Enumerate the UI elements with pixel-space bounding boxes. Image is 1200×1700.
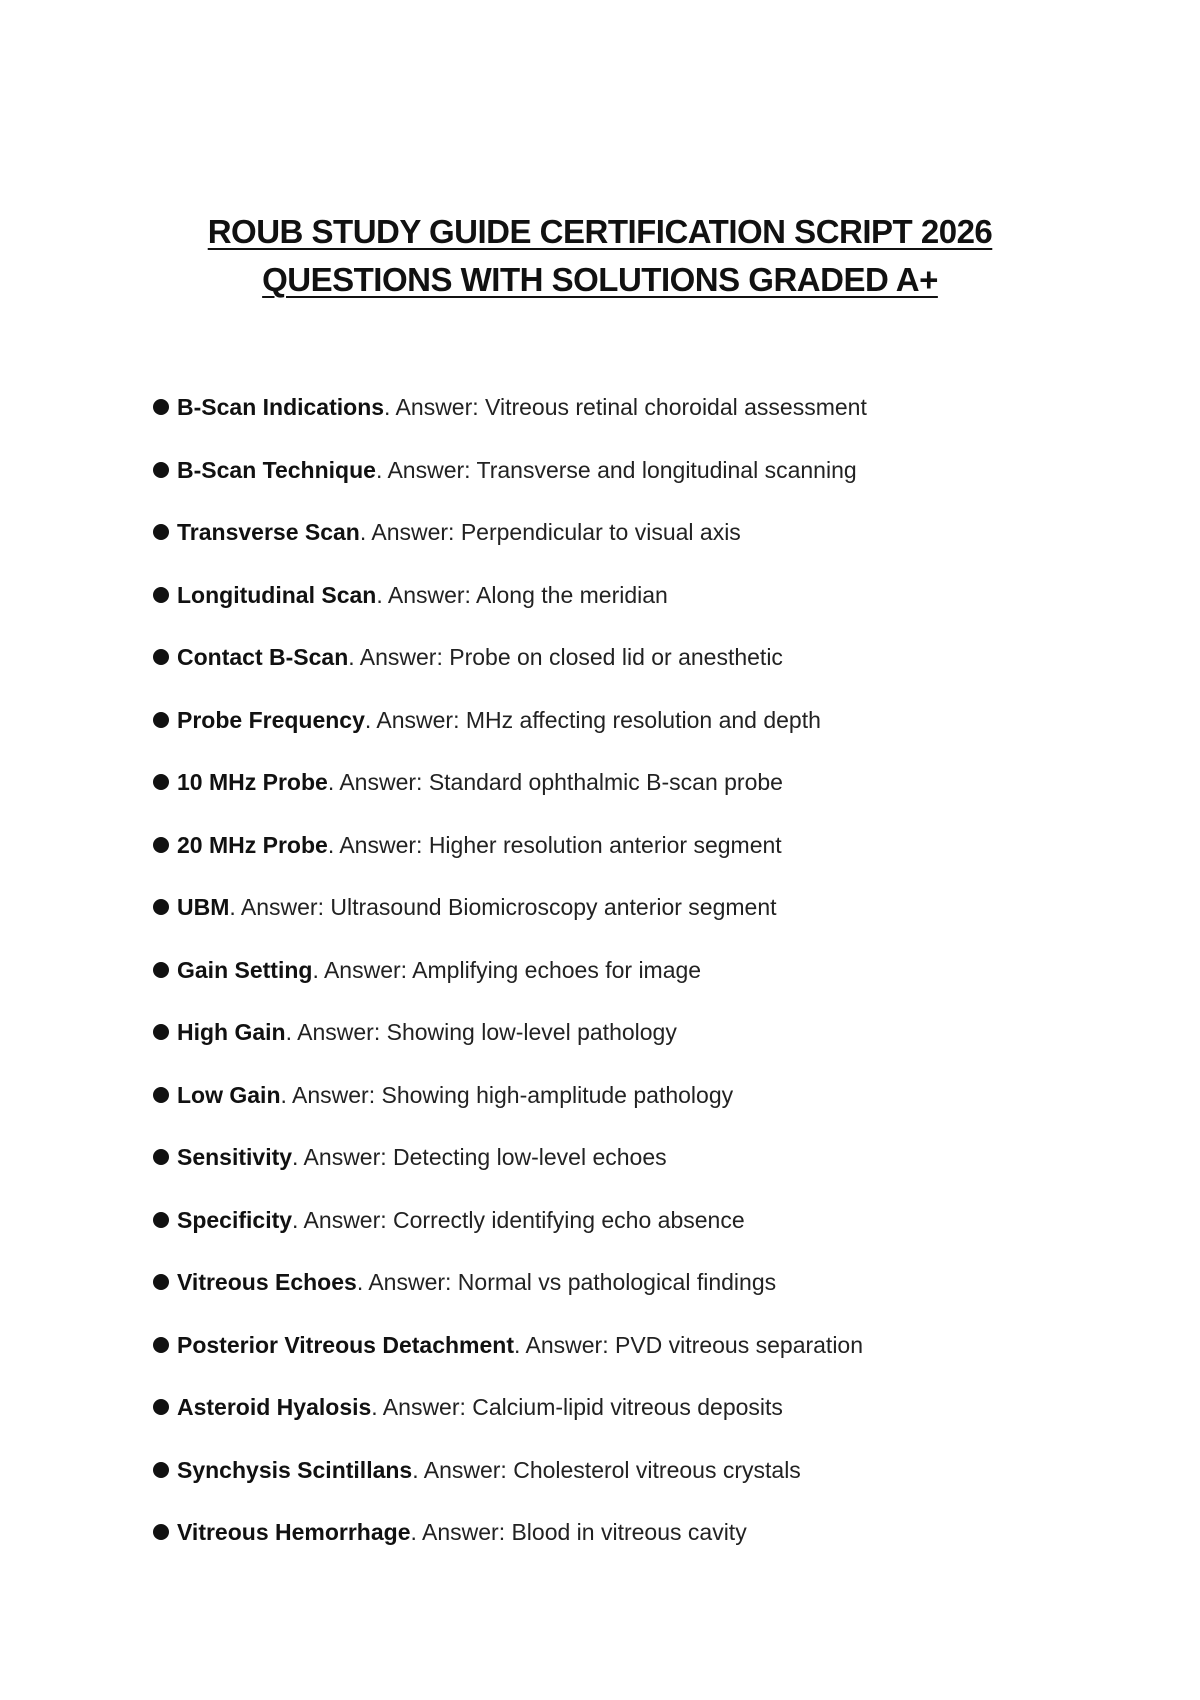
bullet-icon: [153, 1399, 169, 1415]
answer-text: . Answer: Cholesterol vitreous crystals: [412, 1456, 801, 1483]
title-line-1: ROUB STUDY GUIDE CERTIFICATION SCRIPT 2026: [207, 213, 993, 250]
qa-list: [153, 393, 1133, 1581]
answer-text: . Answer: Correctly identifying echo absence: [292, 1206, 745, 1233]
term-label: Low Gain: [177, 1081, 281, 1108]
term-label: 20 MHz Probe: [177, 831, 328, 858]
bullet-icon: [153, 1337, 169, 1353]
list-item: [153, 393, 1133, 456]
list-item: [153, 1456, 1133, 1519]
term-label: Synchysis Scintillans: [177, 1456, 413, 1483]
bullet-icon: [153, 899, 169, 915]
bullet-icon: [153, 524, 169, 540]
list-item: [153, 956, 1133, 1019]
term-label: UBM: [177, 894, 230, 920]
answer-text: . Answer: MHz affecting resolution and depth: [364, 706, 821, 733]
list-item: [153, 706, 1133, 769]
bullet-icon: [153, 712, 169, 728]
term-label: 10 MHz Probe: [177, 769, 328, 795]
answer-text: . Answer: Transverse and longitudinal scanning: [375, 456, 857, 483]
list-item: [153, 893, 1133, 956]
bullet-icon: [153, 587, 169, 603]
answer-text: . Answer: Normal vs pathological findings: [356, 1269, 777, 1295]
answer-text: . Answer: Perpendicular to visual axis: [359, 519, 741, 545]
list-item: [153, 1206, 1133, 1269]
bullet-icon: [153, 1149, 169, 1165]
term-label: Vitreous Hemorrhage: [177, 1519, 411, 1545]
answer-text: . Answer: Calcium-lipid vitreous deposits: [371, 1394, 783, 1420]
bullet-icon: [153, 962, 169, 978]
bullet-icon: [153, 1524, 169, 1540]
list-item: [153, 1268, 1133, 1331]
answer-text: . Answer: Amplifying echoes for image: [312, 956, 702, 983]
answer-text: . Answer: PVD vitreous separation: [514, 1331, 864, 1358]
bullet-icon: [153, 649, 169, 665]
bullet-icon: [153, 837, 169, 853]
term-label: Probe Frequency: [177, 706, 365, 733]
bullet-icon: [153, 462, 169, 478]
term-label: Specificity: [177, 1206, 293, 1233]
bullet-icon: [153, 1212, 169, 1228]
list-item: [153, 643, 1133, 706]
answer-text: . Answer: Showing low-level pathology: [285, 1019, 677, 1045]
term-label: B-Scan Technique: [177, 456, 376, 483]
term-label: High Gain: [177, 1019, 286, 1045]
bullet-icon: [153, 399, 169, 415]
list-item: [153, 1393, 1133, 1456]
list-item: [153, 1081, 1133, 1144]
list-item: [153, 1518, 1133, 1581]
term-label: Transverse Scan: [177, 519, 360, 545]
list-item: [153, 1143, 1133, 1206]
answer-text: . Answer: Along the meridian: [376, 581, 668, 608]
term-label: Gain Setting: [177, 956, 313, 983]
bullet-icon: [153, 1024, 169, 1040]
answer-text: . Answer: Ultrasound Biomicroscopy anterior segment: [229, 894, 777, 920]
answer-text: . Answer: Standard ophthalmic B-scan probe: [327, 769, 783, 795]
answer-text: . Answer: Higher resolution anterior segment: [327, 831, 782, 858]
term-label: Contact B-Scan: [177, 644, 349, 670]
bullet-icon: [153, 1462, 169, 1478]
list-item: [153, 581, 1133, 644]
list-item: [153, 1018, 1133, 1081]
bullet-icon: [153, 774, 169, 790]
list-item: [153, 768, 1133, 831]
list-item: [153, 518, 1133, 581]
list-item: [153, 1331, 1133, 1394]
term-label: Asteroid Hyalosis: [177, 1394, 372, 1420]
term-label: B-Scan Indications: [177, 394, 385, 420]
list-item: [153, 456, 1133, 519]
bullet-icon: [153, 1087, 169, 1103]
document-title: [0, 208, 1200, 304]
answer-text: . Answer: Vitreous retinal choroidal assessment: [384, 394, 867, 420]
answer-text: . Answer: Probe on closed lid or anesthetic: [348, 644, 783, 670]
term-label: Sensitivity: [177, 1144, 293, 1170]
term-label: Longitudinal Scan: [177, 581, 377, 608]
answer-text: . Answer: Detecting low-level echoes: [292, 1144, 667, 1170]
bullet-icon: [153, 1274, 169, 1290]
list-item: [153, 831, 1133, 894]
term-label: Posterior Vitreous Detachment: [177, 1331, 515, 1358]
answer-text: . Answer: Blood in vitreous cavity: [410, 1519, 747, 1545]
term-label: Vitreous Echoes: [177, 1269, 357, 1295]
title-line-2: QUESTIONS WITH SOLUTIONS GRADED A+: [262, 261, 938, 298]
answer-text: . Answer: Showing high-amplitude pathology: [280, 1081, 734, 1108]
